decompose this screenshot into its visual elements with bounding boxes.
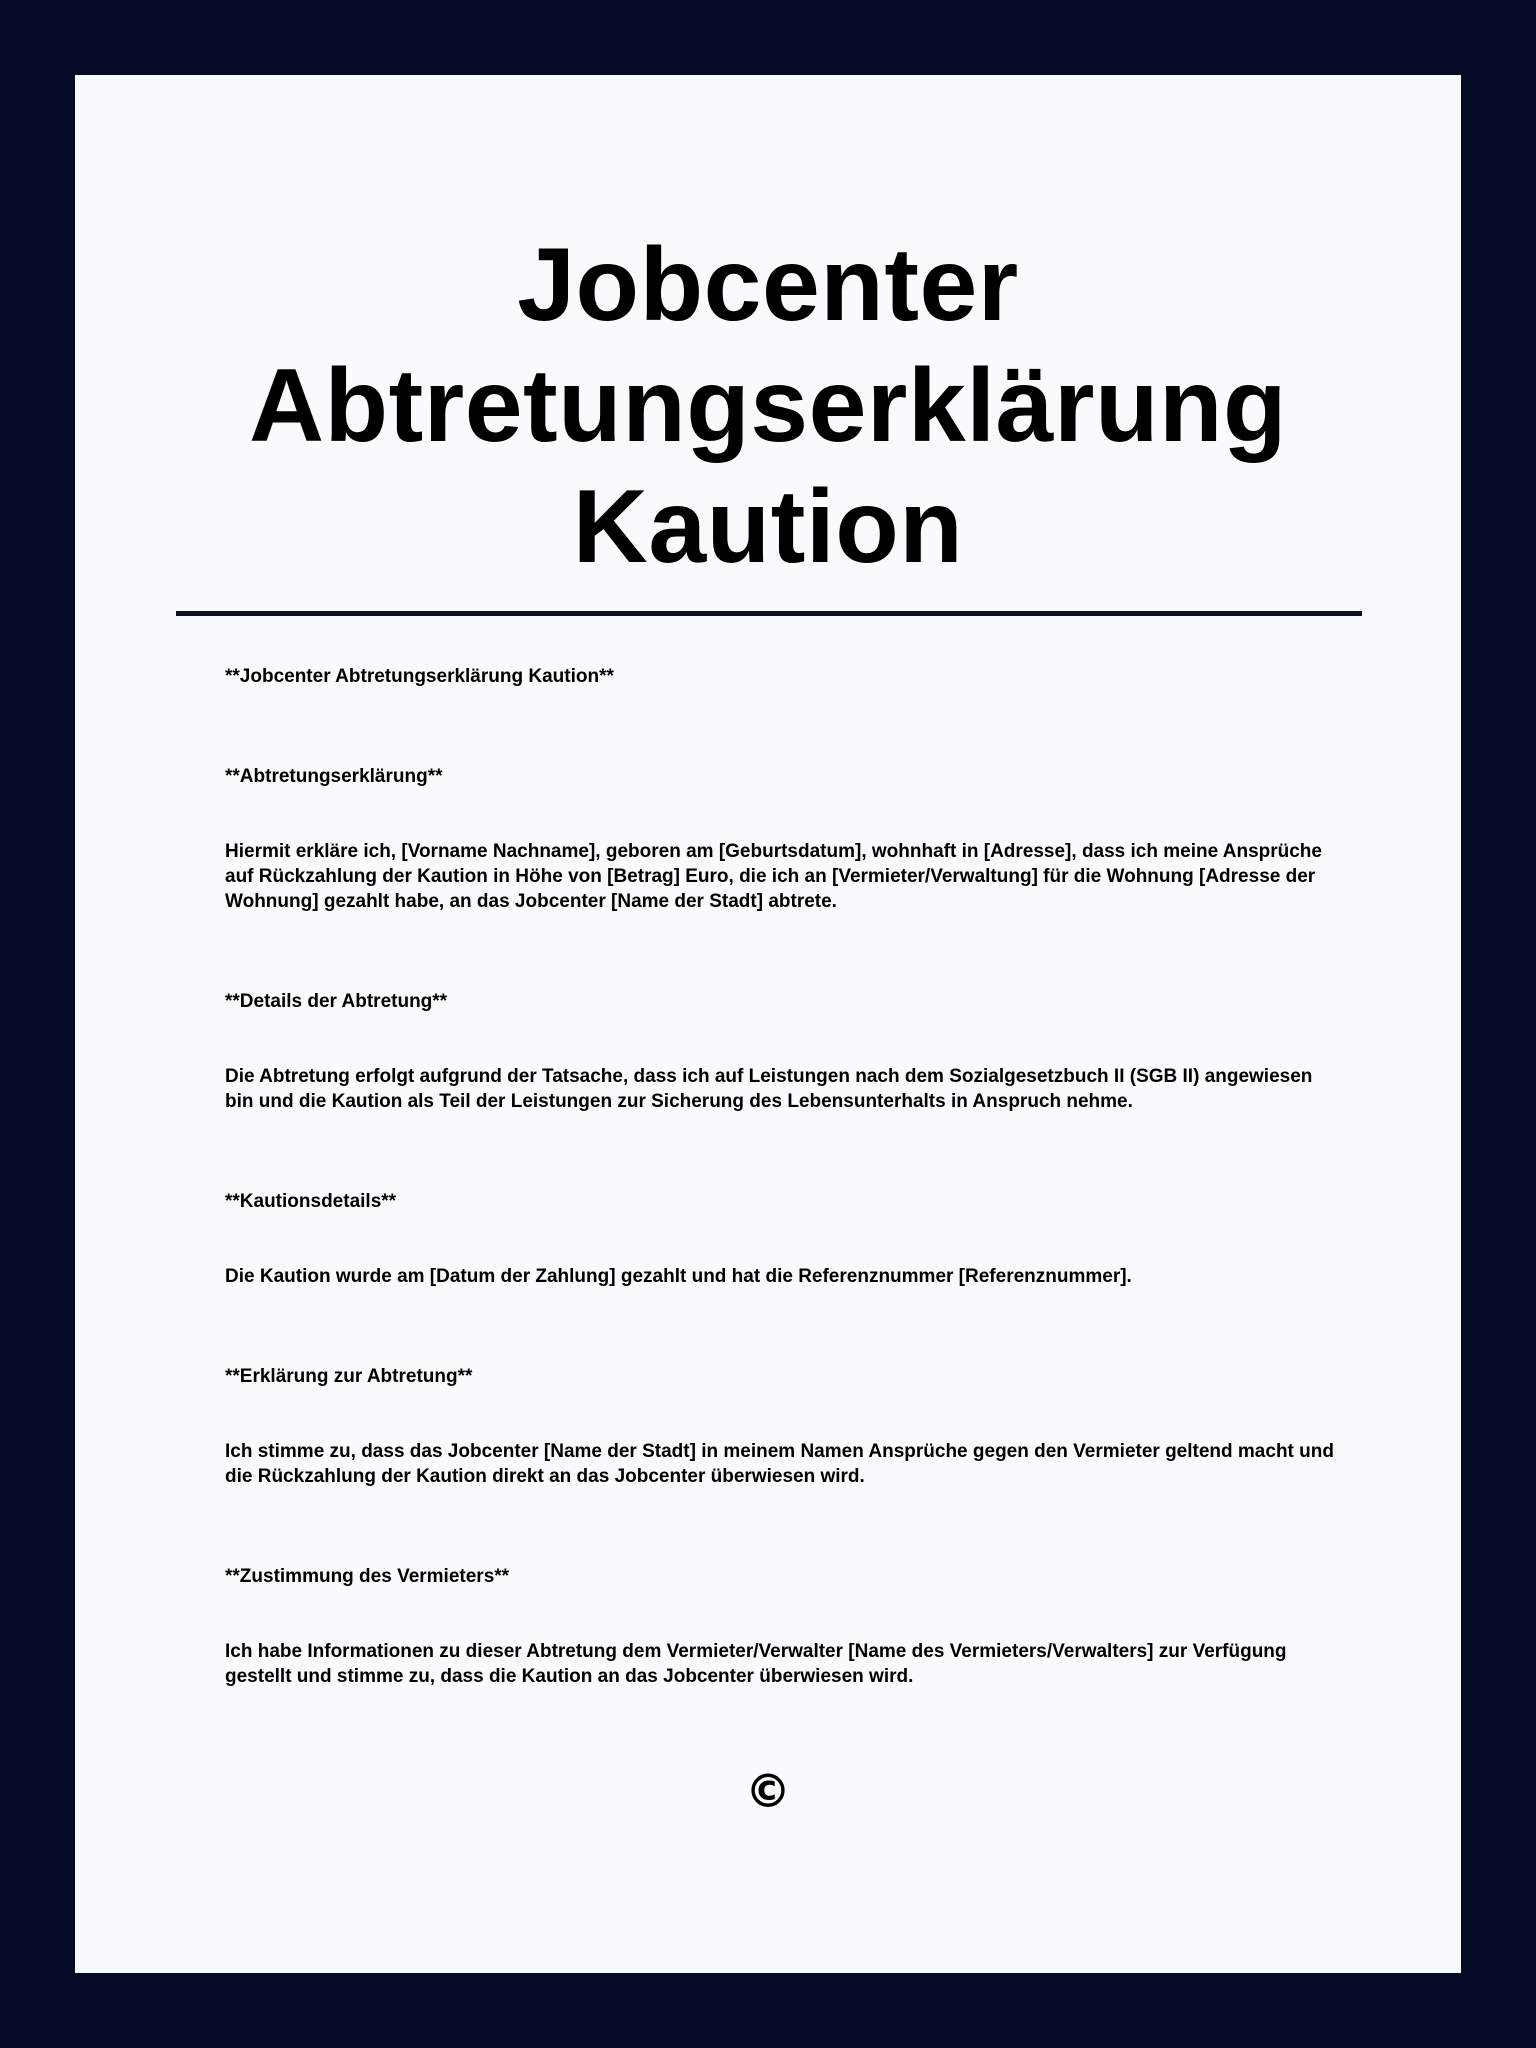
document-heading: **Jobcenter Abtretungserklärung Kaution**: [225, 666, 614, 687]
section-heading-zustimmung: **Zustimmung des Vermieters**: [225, 1566, 510, 1587]
title-divider: [176, 611, 1362, 616]
document-title: [75, 225, 1461, 588]
paragraph-erklaerung: Ich stimme zu, dass das Jobcenter [Name der Stadt] in meinem Namen Ansprüche gegen den Vermieter geltend macht und die Rückzahlung der Kaution direkt an das Jobcenter überwiesen wird.: [225, 1441, 1334, 1487]
title-line-3: Kaution: [572, 469, 964, 585]
section-heading-erklaerung: **Erklärung zur Abtretung**: [225, 1366, 473, 1387]
section-heading-abtretungserklaerung: **Abtretungserklärung**: [225, 766, 443, 787]
section-heading-details: **Details der Abtretung**: [225, 991, 448, 1012]
title-line-2: Abtretungserklärung: [248, 348, 1288, 464]
paragraph-zustimmung: Ich habe Informationen zu dieser Abtretung dem Vermieter/Verwalter [Name des Vermieters/Verwalters] zur Verfügung gestellt und stimme zu, dass die Kaution an das Jobcenter überwiesen wird.: [225, 1641, 1287, 1687]
copyright-icon: ©: [745, 1764, 791, 1818]
title-line-1: Jobcenter: [517, 227, 1019, 343]
document-page: [75, 75, 1461, 1973]
paragraph-abtretungserklaerung: Hiermit erkläre ich, [Vorname Nachname], geboren am [Geburtsdatum], wohnhaft in [Adresse], dass ich meine Ansprüche auf Rückzahlung der Kaution in Höhe von [Betrag] Euro, die ich an [Vermieter/Verwaltung] für die Wohnung [Adresse der Wohnung] gezahlt habe, an das Jobcenter [Name der Stadt] abtrete.: [225, 841, 1322, 912]
paragraph-kautionsdetails: Die Kaution wurde am [Datum der Zahlung] gezahlt und hat die Referenznummer [Referenznummer].: [225, 1266, 1132, 1287]
paragraph-details: Die Abtretung erfolgt aufgrund der Tatsache, dass ich auf Leistungen nach dem Sozialgesetzbuch II (SGB II) angewiesen bin und die Kaution als Teil der Leistungen zur Sicherung des Lebensunterhalts in Anspruch nehme.: [225, 1066, 1313, 1112]
section-heading-kautionsdetails: **Kautionsdetails**: [225, 1191, 397, 1212]
